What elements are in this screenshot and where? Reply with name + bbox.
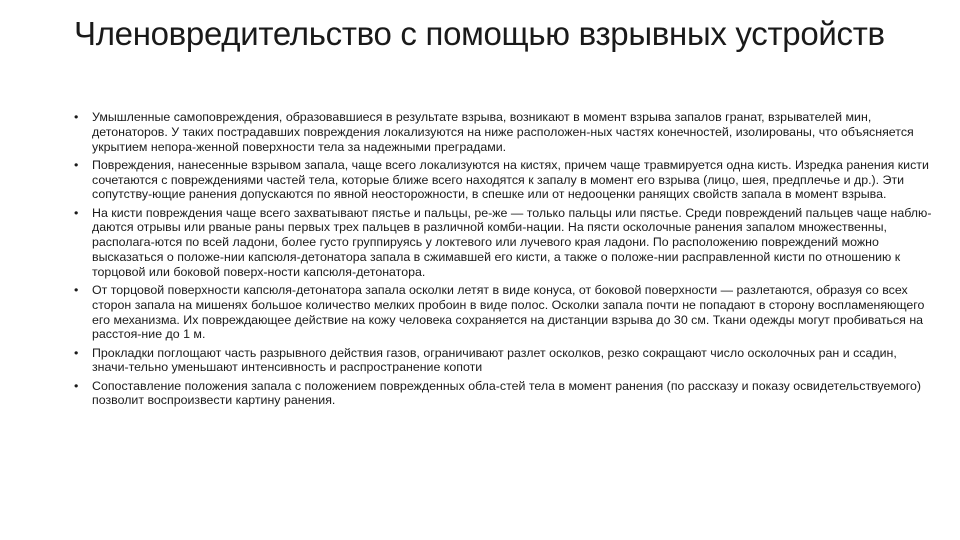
bullet-text: Сопоставление положения запала с положением поврежденных обла-стей тела в момент ранения (по рассказу и показу освидетельствуемого) позволит воспроизвести картину ранения. [92, 378, 922, 408]
bullet-dot-icon: • [74, 157, 79, 172]
bullet-item [74, 158, 936, 202]
bullet-text: Повреждения, нанесенные взрывом запала, чаще всего локализуются на кистях, причем чаще травмируется одна кисть. Изредка ранения кисти сочетаются с повреждениями частей тела, которые ближе всего находятся к запалу в момент его взрыва (лицо, шея, предплечье и др.). Эти сопутству-ющие ранения допускаются по явной неосторожности, в спешке или от недооценки ранящих свойств запала в момент взрыва. [92, 157, 929, 202]
bullet-item [74, 379, 936, 409]
bullet-list [74, 110, 936, 411]
bullet-text: На кисти повреждения чаще всего захватывают пястье и пальцы, ре-же — только пальцы или пястье. Среди повреждений пальцев чаще наблю-даются отрывы или рваные раны первых трех пальцев в различной комби-нации. На пясти осколочные ранения запалом множественны, располага-ются по всей ладони, более густо группируясь у локтевого или лучевого края ладони. По расположению повреждений можно высказаться о положе-нии капсюля-детонатора запала в сжимавшей его кисти, а также о положе-нии расправленной кисти по отношению к торцовой или боковой поверх-ности капсюля-детонатора. [92, 205, 932, 279]
bullet-item [74, 346, 936, 376]
bullet-item [74, 206, 936, 280]
bullet-dot-icon: • [74, 205, 79, 220]
bullet-item [74, 283, 936, 342]
bullet-text: От торцовой поверхности капсюля-детонатора запала осколки летят в виде конуса, от боковой поверхности — разлетаются, образуя со всех сторон запала на мишенях большое количество мелких пробоин в виде полос. Осколки запала почти не попадают в сторону воспламеняющего его механизма. Их повреждающее действие на кожу человека сохраняется на дистанции взрыва до 30 см. Ткани одежды могут пробиваться на расстоя-ние до 1 м. [92, 282, 925, 342]
slide-title: Членовредительство с помощью взрывных устройств [74, 15, 885, 52]
bullet-text: Прокладки поглощают часть разрывного действия газов, ограничивают разлет осколков, резко сокращают число осколочных ран и ссадин, значи-тельно уменьшают интенсивность и распространение копоти [92, 345, 897, 375]
bullet-item [74, 110, 936, 154]
bullet-dot-icon: • [74, 110, 79, 124]
bullet-dot-icon: • [74, 378, 79, 393]
bullet-dot-icon: • [74, 282, 79, 297]
bullet-dot-icon: • [74, 345, 79, 360]
bullet-text: Умышленные самоповреждения, образовавшиеся в результате взрыва, возникают в момент взрыва запалов гранат, взрывателей мин, детонаторов. У таких пострадавших повреждения локализуются на ниже расположен-ных частях конечностей, изолированы, что объясняется укрытием непора-женной поверхности тела за надежными преградами. [92, 110, 914, 154]
